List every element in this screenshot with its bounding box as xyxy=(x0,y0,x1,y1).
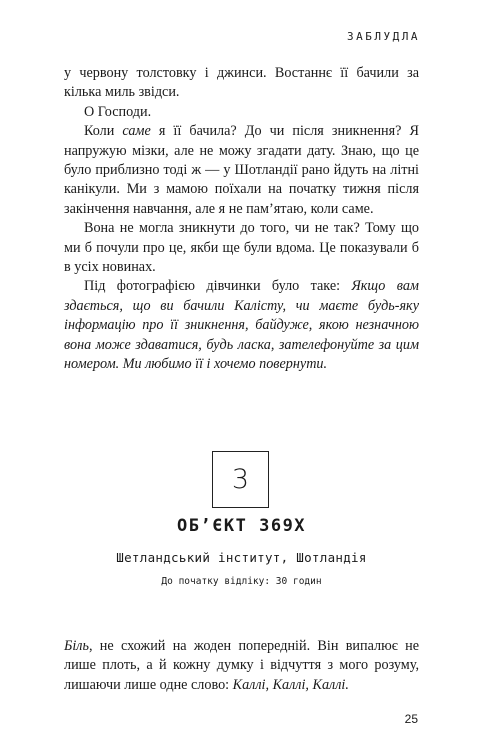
text-run: Коли xyxy=(84,123,123,140)
chapter-opening-text xyxy=(64,637,419,695)
main-text xyxy=(64,64,419,375)
page-number: 25 xyxy=(404,712,418,726)
paragraph xyxy=(64,103,419,122)
chapter-countdown: До початку відліку: 30 годин xyxy=(161,576,322,587)
chapter-subtitle: Шетландський інститут, Шотландія xyxy=(116,550,367,565)
paragraph xyxy=(64,277,419,374)
paragraph xyxy=(64,64,419,103)
text-run: О Господи. xyxy=(84,103,152,120)
text-run: я її бачила? До чи після зникнення? Я напружую мізки, але не можу згадати дату. Знаю, що це було приблизно тоді ж — у Шотландії рано йдуть на літні канікули. Ми з мамою поїхали на початку тижня після закінчення навчання, але я не пам’ятаю, коли саме. xyxy=(64,123,419,217)
running-head: ЗАБЛУДЛА xyxy=(347,30,420,43)
paragraph xyxy=(64,122,419,219)
text-run: у червону толстовку і джинси. Востаннє її бачили за кілька миль звідси. xyxy=(64,65,419,101)
italic-text: Біль xyxy=(64,638,89,654)
chapter-title: ОБ’ЄКТ 369Х xyxy=(176,516,307,536)
chapter-number: 3 xyxy=(231,464,250,495)
text-run: Вона не могла зникнути до того, чи не так? Тому що ми б почули про це, якби ще були вдома. Це показували б в усіх новинах. xyxy=(64,220,419,276)
chapter-number-box xyxy=(212,451,269,508)
text-run: , не схожий на жоден попередній. Він випалює не лише плоть, а й кожну думку і відчуття з мого розуму, лишаючи лише одне слово: xyxy=(64,638,419,693)
italic-text: Каллі, Каллі, Каллі. xyxy=(232,676,349,693)
italic-text: саме xyxy=(122,123,151,140)
paragraph xyxy=(64,637,419,695)
italic-text: Якщо вам здається, що ви бачили Калісту, чи маєте будь-яку інформацію про її зникнення, байдуже, якою незначною вона може здаватися, будь ласка, зателефонуйте за цим номером. Ми любимо її і хочемо повернути. xyxy=(64,278,419,373)
text-run: Під фотографією дівчинки було таке: xyxy=(84,278,352,295)
paragraph xyxy=(64,219,419,277)
